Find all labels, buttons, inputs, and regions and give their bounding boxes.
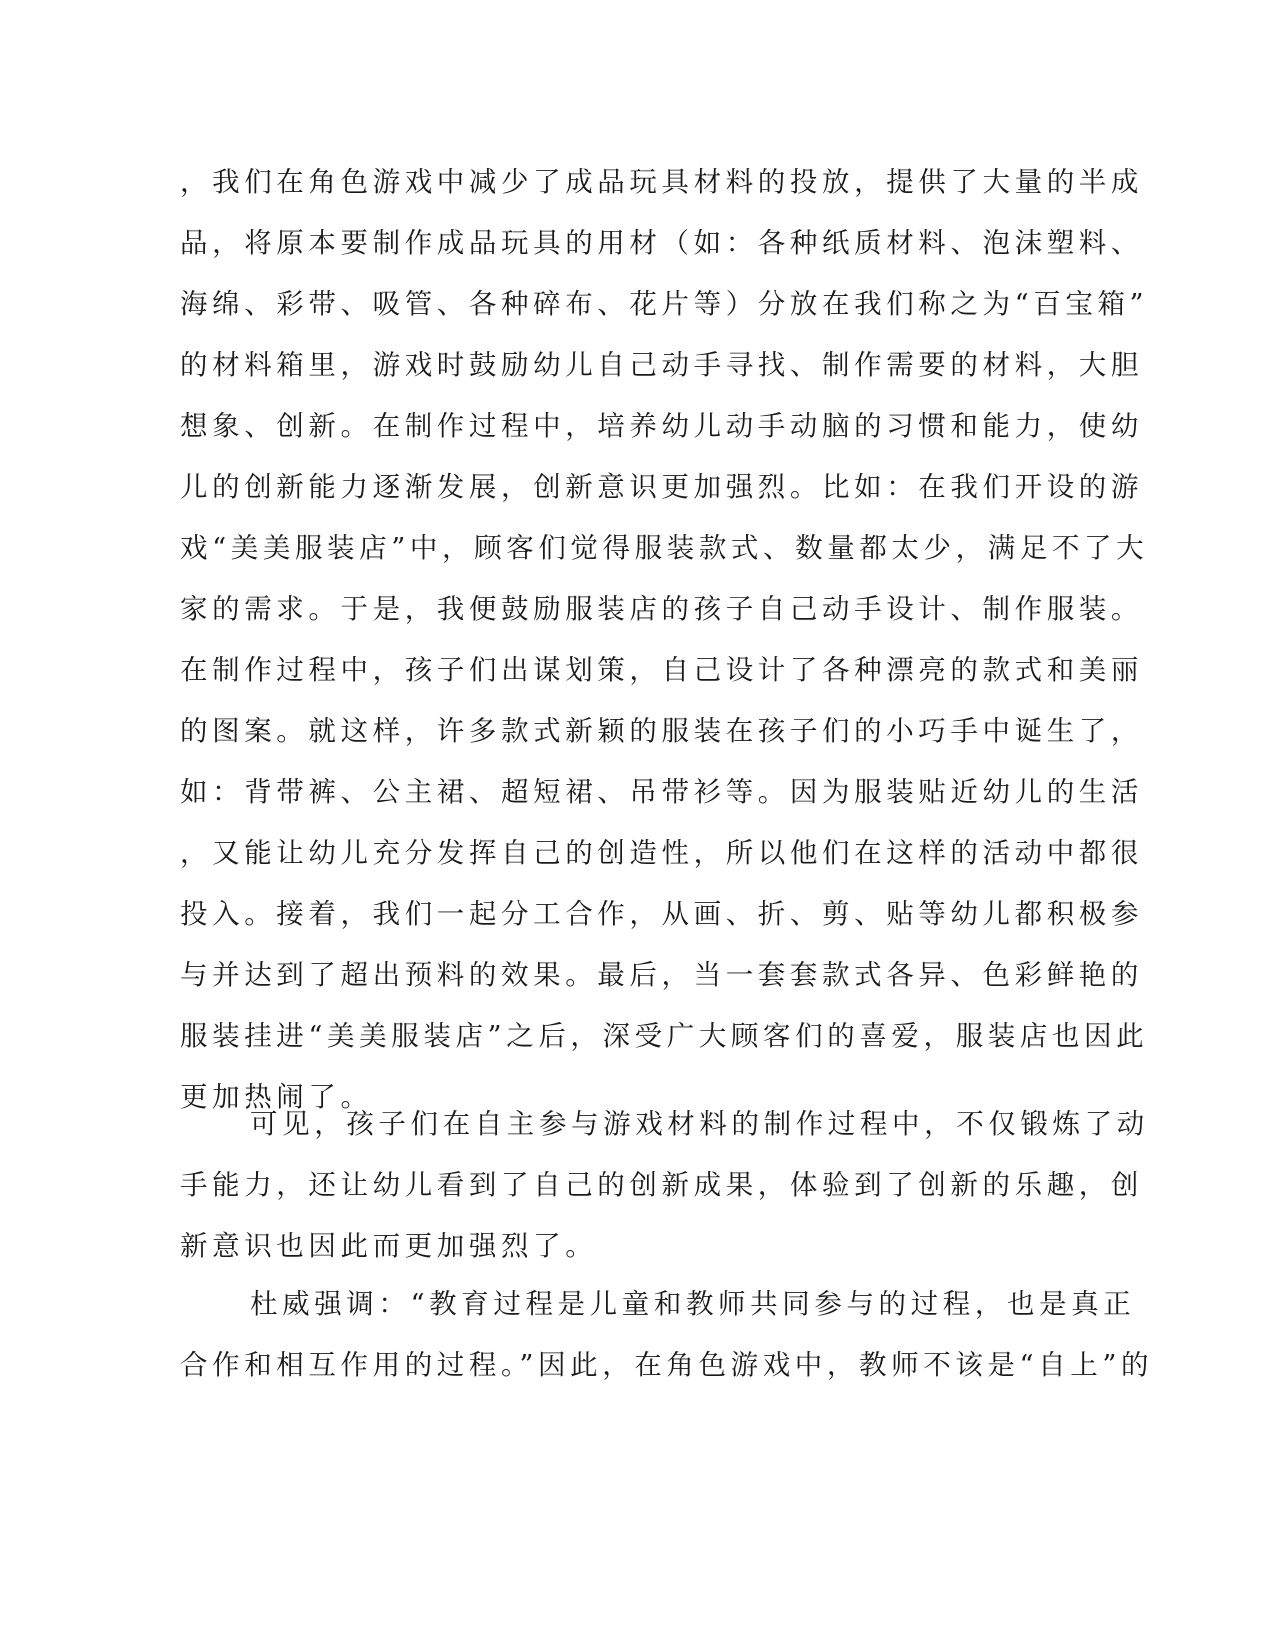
text-line: 品，将原本要制作成品玩具的用材（如：各种纸质材料、泡沫塑料、: [180, 227, 1143, 259]
text-line: 的材料箱里，游戏时鼓励幼儿自己动手寻找、制作需要的材料，大胆: [180, 349, 1143, 381]
text-line: ，我们在角色游戏中减少了成品玩具材料的投放，提供了大量的半成: [180, 166, 1143, 198]
text-line: 儿的创新能力逐渐发展，创新意识更加强烈。比如：在我们开设的游: [180, 471, 1143, 503]
text-line: 如：背带裤、公主裙、超短裙、吊带衫等。因为服装贴近幼儿的生活: [180, 776, 1143, 808]
paragraph-2: [180, 1094, 1149, 1277]
text-line: 海绵、彩带、吸管、各种碎布、花片等）分放在我们称之为“百宝箱”: [180, 288, 1149, 320]
text-line: 戏“美美服装店”中，顾客们觉得服装款式、数量都太少，满足不了大: [180, 532, 1149, 564]
text-line: 服装挂进“美美服装店”之后，深受广大顾客们的喜爱，服装店也因此: [180, 1020, 1149, 1052]
text-line: 在制作过程中，孩子们出谋划策，自己设计了各种漂亮的款式和美丽: [180, 654, 1143, 686]
text-line: 家的需求。于是，我便鼓励服装店的孩子自己动手设计、制作服装。: [180, 593, 1143, 625]
text-line: 与并达到了超出预料的效果。最后，当一套套款式各异、色彩鲜艳的: [180, 959, 1143, 991]
text-line: 投入。接着，我们一起分工合作，从画、折、剪、贴等幼儿都积极参: [180, 898, 1143, 930]
text-line: 可见，孩子们在自主参与游戏材料的制作过程中，不仅锻炼了动: [250, 1108, 1149, 1140]
text-line: 更加热闹了。: [180, 1081, 373, 1113]
text-line: ，又能让幼儿充分发挥自己的创造性，所以他们在这样的活动中都很: [180, 837, 1143, 869]
text-line: 的图案。就这样，许多款式新颖的服装在孩子们的小巧手中诞生了，: [180, 715, 1143, 747]
text-line: 新意识也因此而更加强烈了。: [180, 1230, 598, 1262]
text-line: 杜威强调：“教育过程是儿童和教师共同参与的过程，也是真正: [250, 1288, 1136, 1320]
text-line: 想象、创新。在制作过程中，培养幼儿动手动脑的习惯和能力，使幼: [180, 410, 1143, 442]
paragraph-1: [180, 152, 1149, 1128]
paragraph-3: [180, 1274, 1154, 1396]
text-line: 合作和相互作用的过程。”因此，在角色游戏中，教师不该是“自上”的: [180, 1349, 1154, 1381]
text-line: 手能力，还让幼儿看到了自己的创新成果，体验到了创新的乐趣，创: [180, 1169, 1143, 1201]
